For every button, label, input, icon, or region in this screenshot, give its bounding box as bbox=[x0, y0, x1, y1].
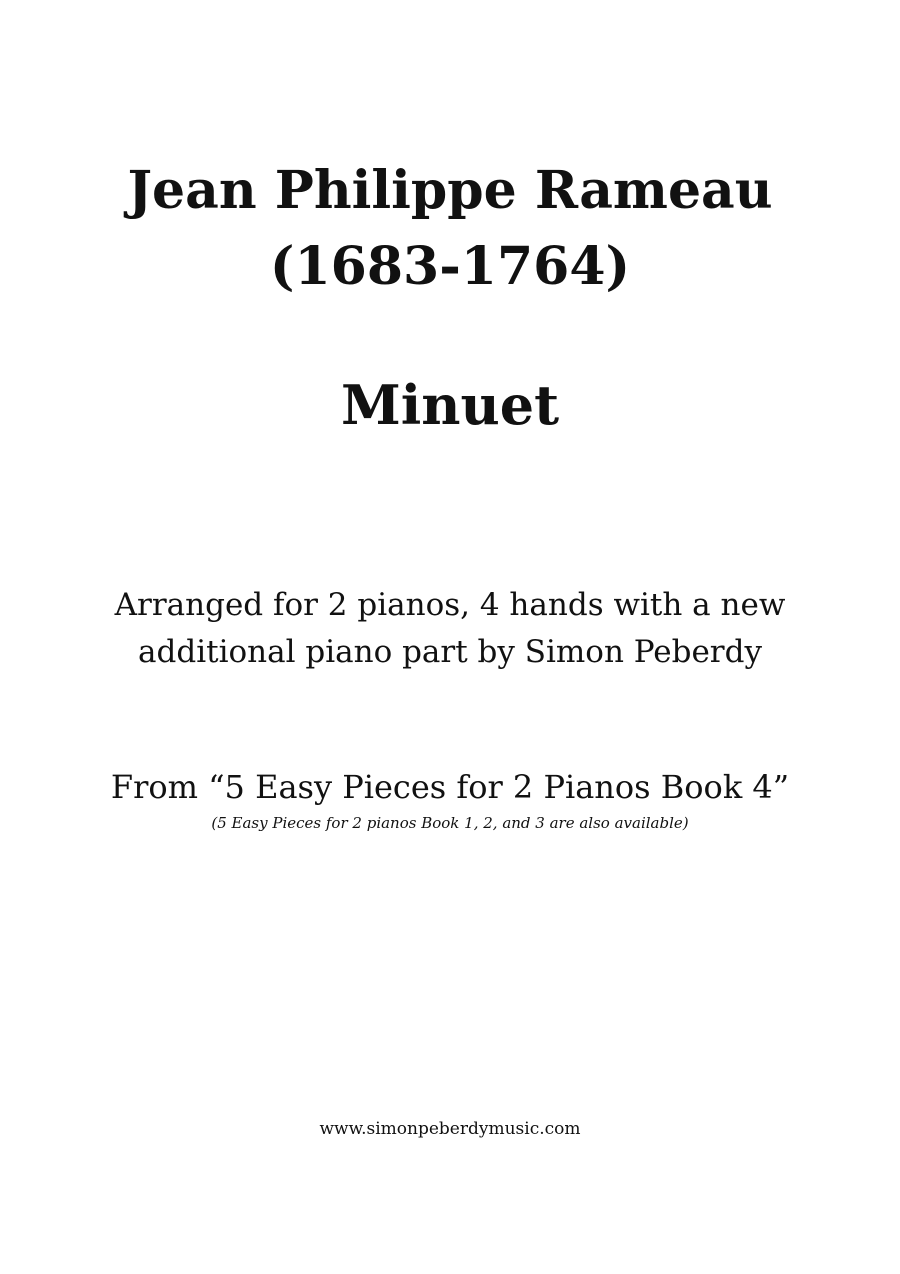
availability-note: (5 Easy Pieces for 2 pianos Book 1, 2, and 3 are also available) bbox=[211, 814, 689, 832]
piece-title: Minuet bbox=[340, 373, 560, 437]
source-book: From “5 Easy Pieces for 2 Pianos Book 4” bbox=[110, 768, 790, 806]
composer-dates: (1683-1764) bbox=[269, 236, 631, 297]
website-url: www.simonpeberdymusic.com bbox=[319, 1119, 581, 1139]
arrangement-line-2: additional piano part by Simon Peberdy bbox=[138, 634, 762, 670]
composer-name: Jean Philippe Rameau bbox=[127, 160, 773, 221]
arrangement-line-1: Arranged for 2 pianos, 4 hands with a new bbox=[114, 587, 786, 623]
